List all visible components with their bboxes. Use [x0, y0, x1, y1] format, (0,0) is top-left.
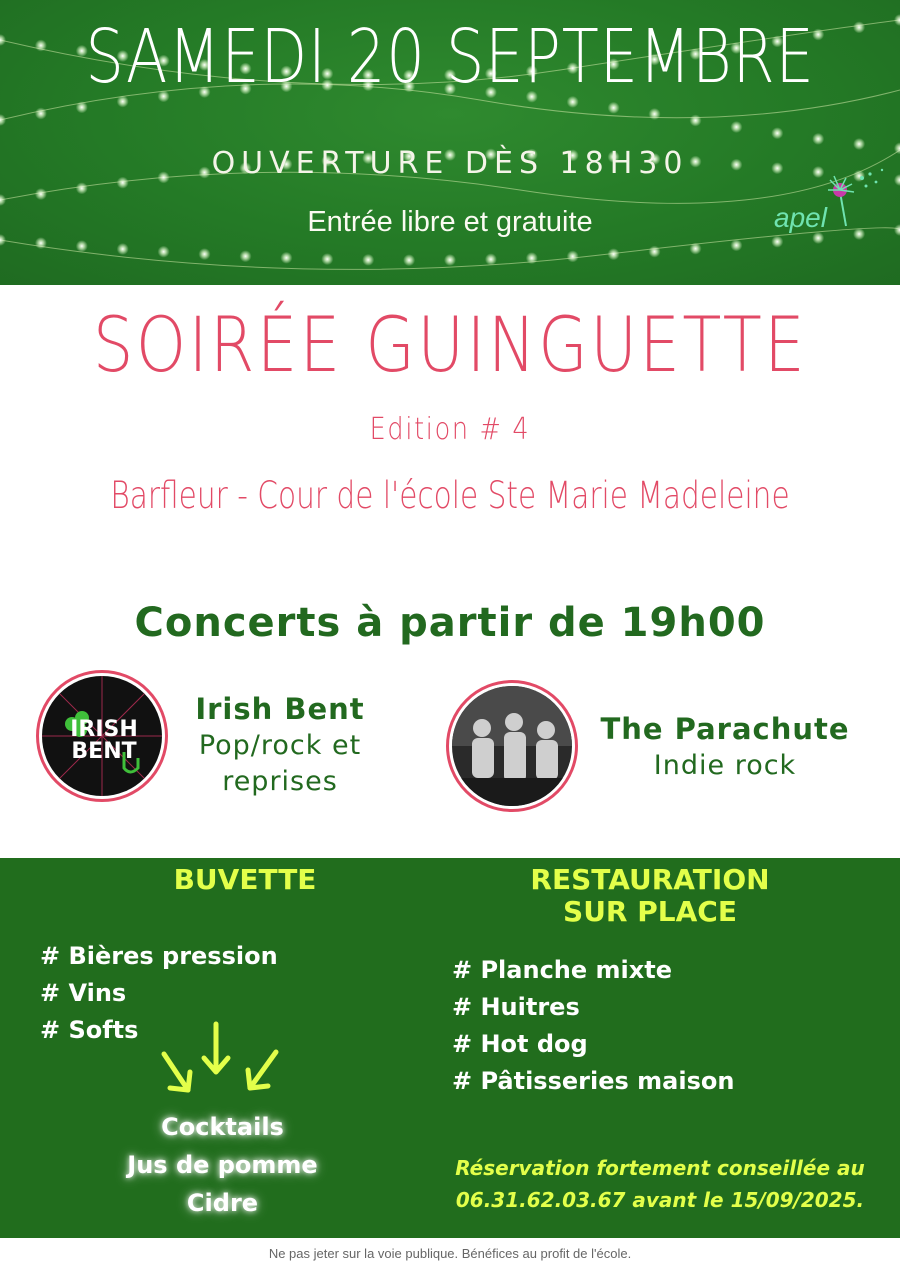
- reservation-line1: Réservation fortement conseillée au: [455, 1156, 865, 1180]
- light-bulb: [403, 254, 415, 266]
- band-name: Irish Bent: [195, 692, 365, 726]
- light-bulb: [76, 240, 88, 252]
- list-item: # Bières pression: [40, 942, 278, 970]
- light-bulb: [649, 108, 661, 120]
- header-banner: [0, 0, 900, 285]
- arrows-icon: [150, 1018, 290, 1104]
- light-bulb: [730, 239, 742, 251]
- light-bulb: [35, 108, 47, 120]
- light-bulb: [35, 188, 47, 200]
- list-item: # Vins: [40, 979, 127, 1007]
- concerts-heading: Concerts à partir de 19h00: [134, 600, 766, 646]
- event-date: SAMEDI 20 SEPTEMBRE: [85, 14, 815, 100]
- edition-number: Edition # 4: [369, 412, 531, 447]
- irish-logo-text-2: BENT: [71, 739, 137, 764]
- list-item: # Huitres: [452, 993, 580, 1021]
- band-genre-line1: Pop/rock et: [198, 730, 362, 761]
- light-bulb: [608, 248, 620, 260]
- irish-bent-logo-image: [42, 676, 162, 796]
- the-parachute-photo: [446, 680, 578, 812]
- venue-location: Barfleur - Cour de l'école Ste Marie Madeleine: [110, 474, 790, 517]
- light-bulb: [853, 21, 865, 33]
- light-bulb: [649, 246, 661, 258]
- buvette-heading: BUVETTE: [173, 863, 317, 896]
- light-bulb: [608, 102, 620, 114]
- buvette-extras: [110, 1108, 335, 1222]
- light-bulb: [240, 250, 252, 262]
- band-photo-image: [452, 686, 572, 806]
- extra-item: Jus de pomme: [127, 1151, 318, 1179]
- irish-logo-text-1: IRISH: [70, 717, 138, 742]
- opening-time: OUVERTURE DÈS 18H30: [211, 146, 689, 181]
- list-item: # Pâtisseries maison: [452, 1067, 735, 1095]
- irish-bent-logo: [36, 670, 168, 802]
- light-bulb: [362, 254, 374, 266]
- light-bulb: [321, 253, 333, 265]
- band-name: The Parachute: [600, 712, 850, 746]
- light-bulb: [0, 34, 6, 46]
- event-title: SOIRÉE GUINGUETTE: [92, 300, 808, 389]
- list-item: # Planche mixte: [452, 956, 672, 984]
- band-genre-line1: Indie rock: [653, 750, 797, 781]
- light-bulb: [0, 194, 6, 206]
- light-bulb: [771, 127, 783, 139]
- light-bulb: [526, 252, 538, 264]
- extra-item: Cocktails: [161, 1113, 284, 1141]
- restauration-list: [452, 952, 734, 1100]
- entry-info: Entrée libre et gratuite: [307, 206, 593, 238]
- light-bulb: [730, 121, 742, 133]
- light-bulb: [117, 243, 129, 255]
- light-bulb: [76, 101, 88, 113]
- light-bulb: [812, 133, 824, 145]
- light-bulb: [0, 114, 6, 126]
- apel-logo-text: apel: [774, 202, 827, 233]
- light-bulb: [280, 252, 292, 264]
- light-bulb: [690, 115, 702, 127]
- reservation-notice: [430, 1152, 890, 1216]
- light-bulb: [690, 243, 702, 255]
- light-bulb: [199, 248, 211, 260]
- footer-notice: Ne pas jeter sur la voie publique. Bénéfices au profit de l'école.: [268, 1246, 632, 1261]
- reservation-line2: 06.31.62.03.67 avant le 15/09/2025.: [455, 1188, 865, 1212]
- the-parachute-info: [590, 710, 860, 784]
- light-bulb: [76, 182, 88, 194]
- light-bulb: [158, 246, 170, 258]
- restauration-heading-line2: SUR PLACE: [563, 895, 737, 928]
- light-bulb: [567, 250, 579, 262]
- restauration-heading: [500, 864, 800, 928]
- light-bulb: [444, 254, 456, 266]
- light-bulb: [894, 14, 900, 26]
- irish-bent-info: [180, 690, 380, 800]
- light-bulb: [485, 253, 497, 265]
- list-item: # Softs: [40, 1016, 139, 1044]
- band-genre-line2: reprises: [222, 766, 338, 797]
- light-bulb: [35, 40, 47, 52]
- extra-item: Cidre: [186, 1189, 259, 1217]
- restauration-heading-line1: RESTAURATION: [530, 863, 770, 896]
- list-item: # Hot dog: [452, 1030, 588, 1058]
